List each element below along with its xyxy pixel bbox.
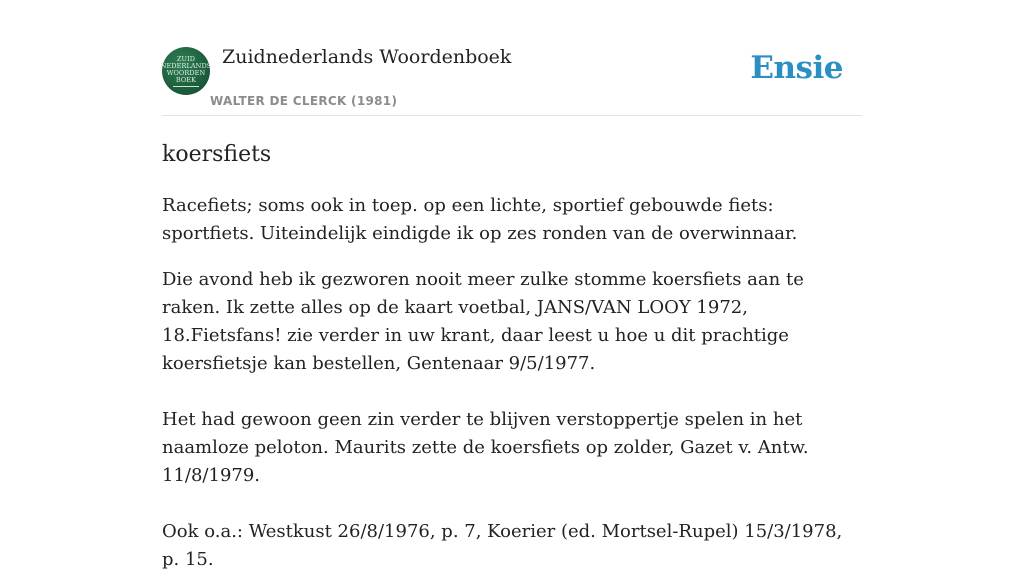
- logo-text-line-2: NEDERLANDS: [160, 61, 212, 70]
- logo-text-line-3: WOORDEN: [166, 68, 206, 77]
- definition-body: [162, 192, 862, 574]
- quote-paragraph: Die avond heb ik gezworen nooit meer zulke stomme koersfiets aan te raken. Ik zette alles op de kaart voetbal, JANS/VAN LOOY 1972, 18.Fietsfans! zie verder in uw krant, daar leest u hoe u dit prachtige koersfietsje kan bestellen, Gentenaar 9/5/1977.: [162, 269, 804, 374]
- source-logo[interactable]: [162, 47, 210, 95]
- page: [162, 0, 862, 574]
- logo-rule: [173, 86, 199, 87]
- quote-paragraph: Het had gewoon geen zin verder te blijven verstoppertje spelen in het naamloze peloton. Maurits zette de koersfiets op zolder, Gazet v. Antw. 11/8/1979.: [162, 409, 809, 486]
- reference-paragraph: Ook o.a.: Westkust 26/8/1976, p. 7, Koerier (ed. Mortsel-Rupel) 15/3/1978, p. 15.: [162, 521, 843, 570]
- source-author: WALTER DE CLERCK (1981): [210, 94, 398, 108]
- logo-text-line-4: BOEK: [175, 75, 197, 84]
- logo-text-line-1: ZUID: [176, 54, 196, 63]
- ensie-logo-link[interactable]: Ensie: [750, 50, 843, 86]
- definition-paragraph: Racefiets; soms ook in toep. op een lichte, sportief gebouwde fiets: sportfiets. Uiteindelijk eindigde ik op zes ronden van de overwinnaar.: [162, 195, 798, 244]
- headword: koersfiets: [162, 142, 272, 167]
- source-title-link[interactable]: Zuidnederlands Woordenboek: [222, 46, 512, 68]
- source-header: [162, 0, 862, 116]
